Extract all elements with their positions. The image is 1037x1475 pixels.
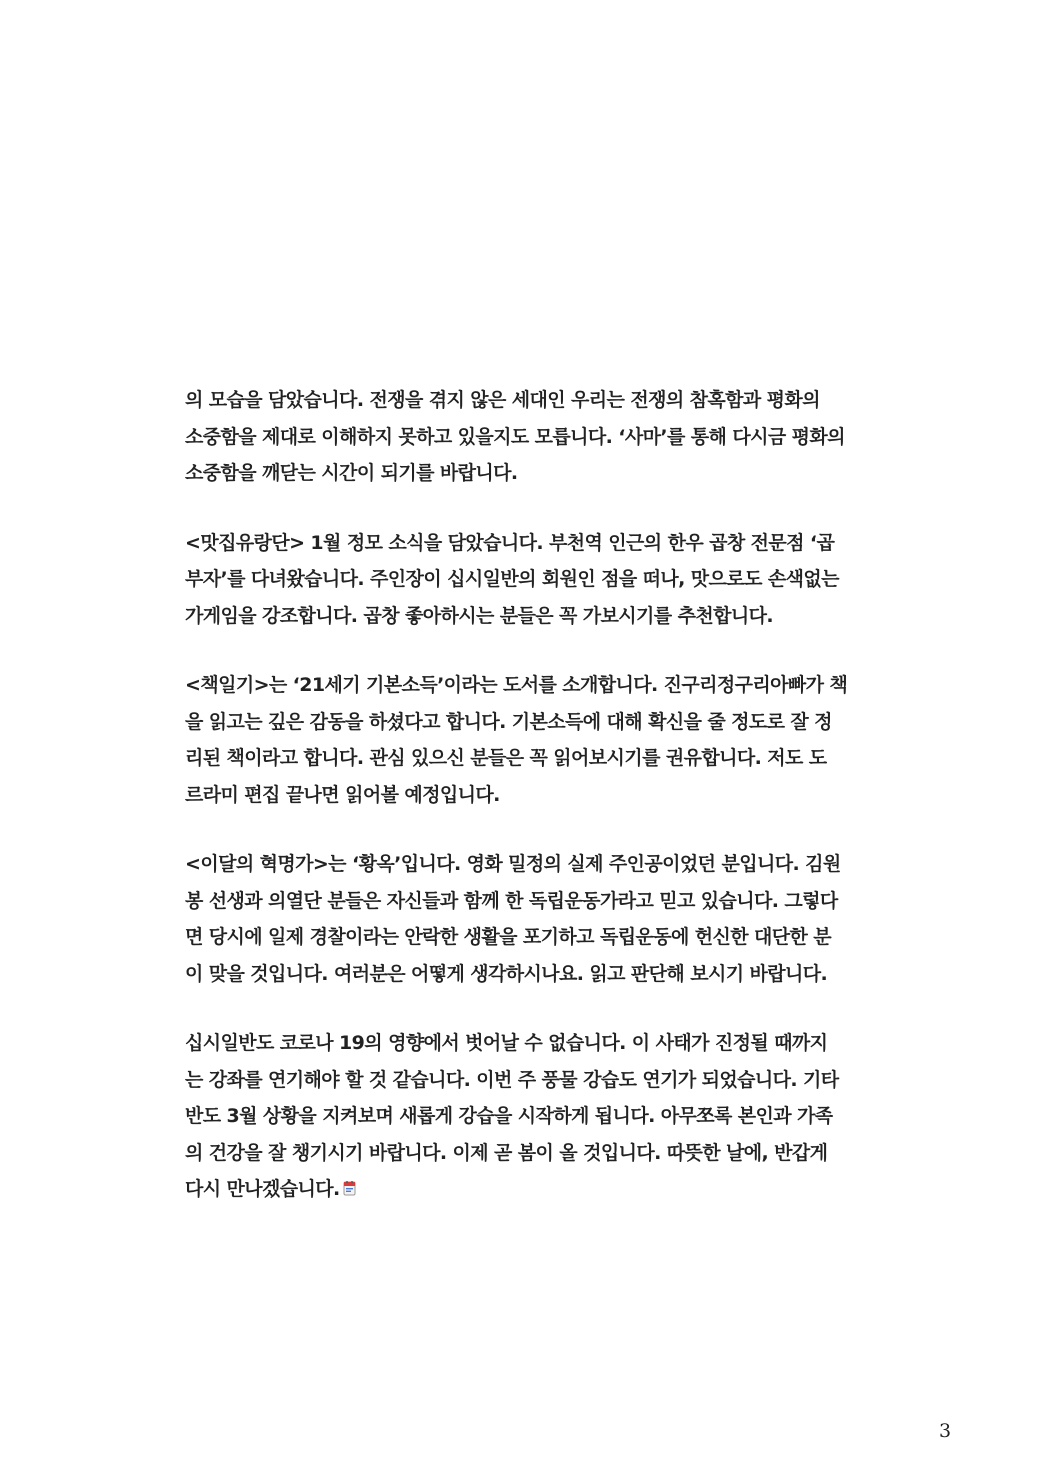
closing-text: 다시 만나겠습니다. (185, 1178, 340, 1200)
text-line: <맛집유랑단> 1월 정모 소식을 담았습니다. 부천역 인근의 한우 곱창 전문점 ‘곱 (185, 531, 835, 554)
text-line: 가게임을 강조합니다. 곱창 좋아하시는 분들은 꼭 가보시기를 추천합니다. (185, 604, 773, 627)
text-line: 소중함을 제대로 이해하지 못하고 있을지도 모릅니다. ‘사마’를 통해 다시금 평화의 (185, 425, 845, 448)
text-line: 면 당시에 일제 경찰이라는 안락한 생활을 포기하고 독립운동에 헌신한 대단한 분 (185, 926, 832, 948)
text-line: 리된 책이라고 합니다. 관심 있으신 분들은 꼭 읽어보시기를 권유합니다. 저도 도 (185, 747, 827, 769)
text-line: 르라미 편집 끝나면 읽어볼 예정입니다. (185, 783, 500, 806)
calendar-sticker-icon (342, 1173, 358, 1191)
text-line: 소중함을 깨닫는 시간이 되기를 바랍니다. (185, 462, 518, 484)
paragraph-restaurant-club (185, 525, 857, 635)
text-line: 봉 선생과 의열단 분들은 자신들과 함께 한 독립운동가라고 믿고 있습니다. 그렇다 (185, 889, 838, 912)
paragraph-intro-conclusion (185, 382, 857, 492)
text-line: 는 강좌를 연기해야 할 것 같습니다. 이번 주 풍물 강습도 연기가 되었습니다. 기타 (185, 1068, 839, 1091)
text-line: 부자’를 다녀왔습니다. 주인장이 십시일반의 회원인 점을 떠나, 맛으로도 손색없는 (185, 568, 839, 590)
text-line: <책일기>는 ‘21세기 기본소득’이라는 도서를 소개합니다. 진구리정구리아빠가 책 (185, 674, 848, 696)
text-line: 의 모습을 담았습니다. 전쟁을 겪지 않은 세대인 우리는 전쟁의 참혹함과 평화의 (185, 389, 820, 411)
text-line: 이 맞을 것입니다. 여러분은 어떻게 생각하시나요. 읽고 판단해 보시기 바랍니다. (185, 962, 828, 985)
body-text (185, 382, 857, 1241)
paragraph-book-diary (185, 667, 857, 813)
paragraph-corona-notice (185, 1025, 857, 1208)
text-line: 을 읽고는 깊은 감동을 하셨다고 합니다. 기본소득에 대해 확신을 줄 정도로 잘 정 (185, 710, 832, 733)
text-line: 의 건강을 잘 챙기시기 바랍니다. 이제 곧 봄이 올 것입니다. 따뜻한 날에, 반갑게 (185, 1141, 828, 1164)
paragraph-revolutionary-of-month (185, 846, 857, 992)
text-line: <이달의 혁명가>는 ‘황옥’입니다. 영화 밀정의 실제 주인공이었던 분입니다. 김원 (185, 853, 841, 875)
page-number: 3 (938, 1420, 952, 1442)
text-line-closing (185, 1171, 857, 1208)
text-line: 십시일반도 코로나 19의 영향에서 벗어날 수 없습니다. 이 사태가 진정될 때까지 (185, 1032, 828, 1054)
text-line: 반도 3월 상황을 지켜보며 새롭게 강습을 시작하게 됩니다. 아무쪼록 본인과 가족 (185, 1105, 833, 1127)
